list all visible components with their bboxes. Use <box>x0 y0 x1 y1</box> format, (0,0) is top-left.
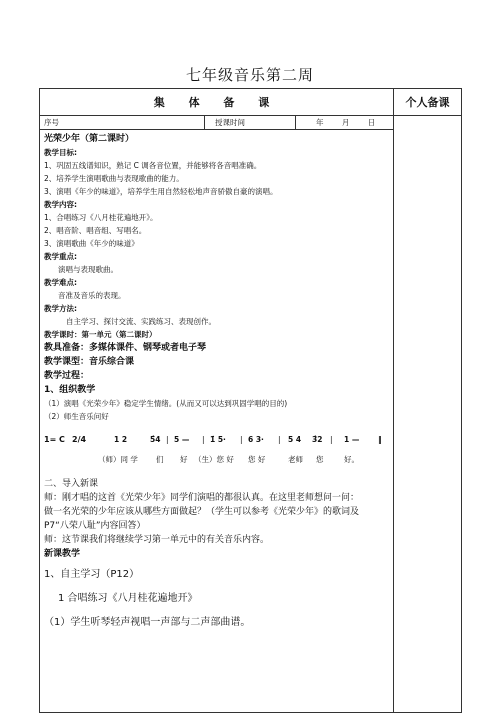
key-label: 教学重点: <box>44 252 77 261</box>
method-label: 教学方法: <box>44 304 77 313</box>
bar-line: | <box>202 435 205 444</box>
type-text: 教学课型：音乐综合课 <box>44 357 135 367</box>
self-study-heading: 1、自主学习（P12） <box>44 569 140 580</box>
content-label: 教学内容: <box>44 200 77 209</box>
date-fields: 年 月 日 <box>316 118 384 127</box>
score-note: 1 2 <box>114 435 128 444</box>
collective-header: 集 体 备 课 <box>40 89 394 116</box>
key-text: 演唱与表现歌曲。 <box>58 265 118 274</box>
content-item: 1、合唱练习《八月桂花遍地开》。 <box>44 213 158 222</box>
listen-item: （1）学生听琴轻声视唱一声部与二声部曲谱。 <box>44 617 251 628</box>
score-note: 3̂2 <box>312 435 323 444</box>
score-note: 5 — <box>174 435 190 444</box>
time-label: 授课时间 <box>204 116 296 129</box>
score-note: 6 3· <box>248 435 264 444</box>
hours-text: 教学课时：第一单元（第二课时） <box>44 330 157 339</box>
score-lyric: 们 <box>156 455 164 464</box>
goal-item: 1、巩固五线谱知识，熟记 C 调各音位置，并能够将各音唱准确。 <box>44 161 262 170</box>
score-lyric: 好。 <box>344 455 359 464</box>
goal-item: 3、演唱《年少的味道》，培养学生用自然轻松地声音骄傲自豪的演唱。 <box>44 187 278 196</box>
numbered-score <box>44 427 389 471</box>
score-lyric: （生）您 好 <box>194 455 234 464</box>
goal-item: 2、培养学生演唱歌曲与表现歌曲的能力。 <box>44 174 184 183</box>
difficult-text: 音准及音乐的表现。 <box>58 291 126 300</box>
score-note: 5̂4 <box>150 435 161 444</box>
content-item: 2、唱音阶、唱音组、写唱名。 <box>44 226 147 235</box>
step1-item: （1）演唱《光荣少年》稳定学生情绪。(从而又可以达到巩固学唱的目的) <box>44 399 288 408</box>
score-lyric: 您 <box>316 455 324 464</box>
score-lyric: （师）同 学 <box>98 455 138 464</box>
intro-line: P7“八荣八耻”内容回答） <box>44 521 146 531</box>
score-lyric: 老师 <box>288 455 303 464</box>
score-note: 1̇ 5· <box>210 435 226 444</box>
score-note: 5 4 <box>288 435 302 444</box>
tools-text: 教具准备：多媒体课件、钢琴或者电子琴 <box>44 343 207 353</box>
score-meter: 2/4 <box>72 435 87 444</box>
final-barline: ‖ <box>378 435 382 444</box>
intro-line: 师：刚才唱的这首《光荣少年》同学们演唱的都很认真。在这里老师想问一问： <box>44 493 360 503</box>
bar-line: | <box>240 435 243 444</box>
bar-line: | <box>166 435 169 444</box>
bar-line: | <box>330 435 333 444</box>
lesson-content <box>40 130 394 713</box>
chorus-item: 1 合唱练习《八月桂花遍地开》 <box>58 593 198 604</box>
bar-line: | <box>278 435 281 444</box>
score-lyric: 您 好 <box>248 455 266 464</box>
lesson-title: 光荣少年（第二课时） <box>44 134 135 144</box>
score-key: 1= C <box>44 435 65 444</box>
difficult-label: 教学难点: <box>44 278 77 287</box>
intro-line: 做一名光荣的少年应该从哪些方面做起？（学生可以参考《光荣少年》的歌词及 <box>44 507 360 517</box>
personal-info-cell <box>394 116 462 713</box>
section2-heading: 二、导入新课 <box>44 479 99 489</box>
process-label: 教学过程： <box>44 371 90 381</box>
method-text: 自主学习、探讨交流、实践练习、表现创作。 <box>66 317 216 326</box>
new-lesson-heading: 新课教学 <box>44 549 81 559</box>
seq-label: 序号 <box>44 118 59 127</box>
personal-header: 个人备课 <box>394 89 462 116</box>
goals-label: 教学目标: <box>44 148 77 157</box>
content-item: 3、演唱歌曲《年少的味道》 <box>44 239 139 248</box>
info-row <box>40 116 394 130</box>
step1-heading: 1、组织教学 <box>44 385 96 395</box>
score-note: 1 — <box>344 435 360 444</box>
intro-line: 师：这节课我们将继续学习第一单元中的有关音乐内容。 <box>44 535 270 545</box>
lesson-plan-table <box>39 88 462 713</box>
step1-item: （2）师生音乐问好 <box>44 412 109 421</box>
document-title: 七年级音乐第二周 <box>185 66 314 84</box>
score-lyric: 好 <box>180 455 188 464</box>
